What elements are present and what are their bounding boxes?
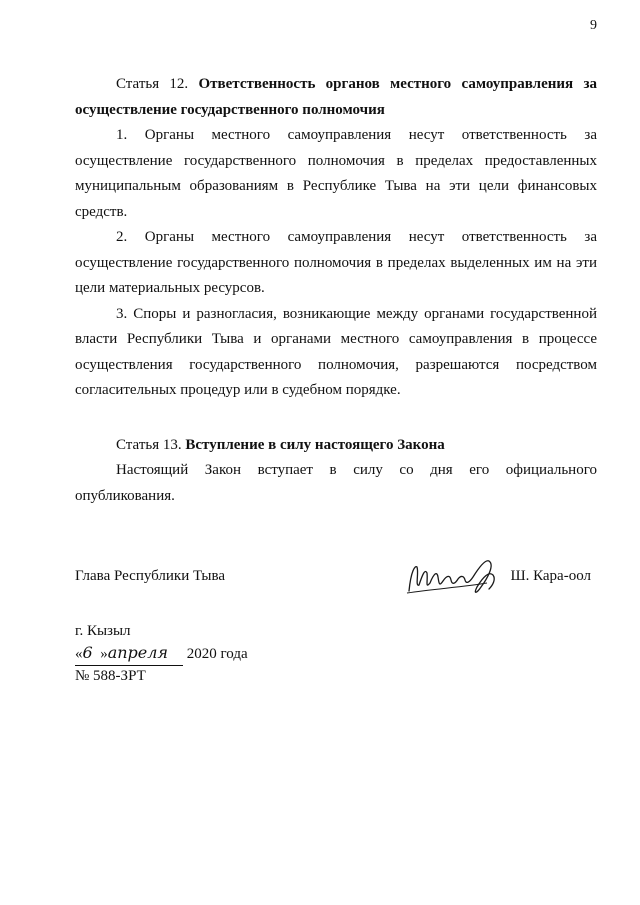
handwritten-signature (403, 551, 503, 601)
article-13-heading (75, 433, 597, 459)
article-12-paragraph-3: 3. Споры и разногласия, возникающие между органами государственной власти Республики Тыва и органами местного самоуправления в процессе осуществления государственного полномочия, разрешаются посредством согласительных процедур или в судебном порядке. (75, 305, 597, 398)
article-12-prefix: Статья 12. (116, 76, 189, 92)
article-13-paragraph: Настоящий Закон вступает в силу со дня его официального опубликования. (75, 462, 597, 504)
date-line (75, 642, 248, 666)
date-handwritten: «6 »апреля (75, 642, 183, 666)
law-number: № 588-ЗРТ (75, 668, 146, 684)
city: г. Кызыл (75, 623, 131, 639)
page-number: 9 (590, 18, 597, 33)
article-12-title: Ответственность органов местного самоуправления за осуществление государственного полномочия (75, 76, 597, 118)
document-body (75, 72, 597, 509)
signatory-title: Глава Республики Тыва (75, 568, 226, 584)
signatory-name: Ш. Кара-оол (510, 568, 591, 584)
article-13-title: Вступление в силу настоящего Закона (185, 436, 445, 453)
signature-block (75, 565, 597, 605)
article-12-heading (75, 72, 597, 123)
place-date-number (75, 621, 248, 687)
date-month: апреля (107, 643, 169, 662)
article-12-paragraph-2: 2. Органы местного самоуправления несут ответственность за осуществление государственного полномочия в пределах выделенных им на эти цели материальных ресурсов. (75, 229, 597, 296)
date-year: 2020 года (186, 646, 248, 662)
article-12-paragraph-1: 1. Органы местного самоуправления несут ответственность за осуществление государственного полномочия в пределах предоставленных муниципальным образованиям в Республике Тыва на эти цели финансовых средств. (75, 127, 597, 220)
date-day: 6 (82, 643, 93, 662)
article-13-prefix: Статья 13. (116, 436, 182, 453)
